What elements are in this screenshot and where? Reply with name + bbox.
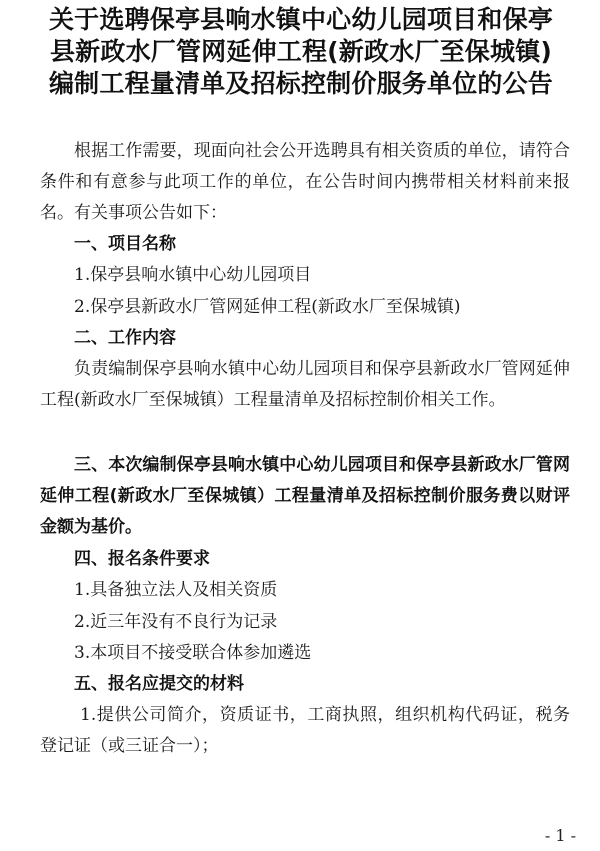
title-line: 编制工程量清单及招标控制价服务单位的公告 [48,69,553,98]
requirement-item: 2.近三年没有不良行为记录 [74,612,278,632]
title-line: 县新政水厂管网延伸工程(新政水厂至保城镇) [49,37,553,66]
project-item: 2.保亭县新政水厂管网延伸工程(新政水厂至保城镇) [74,297,461,317]
document-title [18,4,584,100]
section-heading-materials: 五、报名应提交的材料 [74,674,244,694]
materials-paragraph: 1.提供公司简介，资质证书，工商执照，组织机构代码证，税务登记证（或三证合一）； [40,705,570,756]
section-heading-requirements: 四、报名条件要求 [74,549,210,569]
title-line: 关于选聘保亭县响水镇中心幼儿园项目和保亭 [48,5,553,34]
fee-basis-paragraph: 三、本次编制保亭县响水镇中心幼儿园项目和保亭县新政水厂管网延伸工程(新政水厂至保城镇）工程量清单及招标控制价服务费以财评金额为基价。 [40,455,570,537]
project-item: 1.保亭县响水镇中心幼儿园项目 [74,265,312,285]
intro-paragraph: 根据工作需要，现面向社会公开选聘具有相关资质的单位，请符合条件和有意参与此项工作的单位，在公告时间内携带相关材料前来报名。有关事项公告如下： [40,141,570,223]
work-content-paragraph: 负责编制保亭县响水镇中心幼儿园项目和保亭县新政水厂管网延伸工程(新政水厂至保城镇）工程量清单及招标控制价相关工作。 [40,359,570,410]
requirement-item: 3.本项目不接受联合体参加遴选 [74,643,312,663]
page-number: - 1 - [544,826,576,845]
requirement-item: 1.具备独立法人及相关资质 [74,580,278,600]
section-heading-work-content: 二、工作内容 [74,328,176,348]
section-heading-project-name: 一、项目名称 [74,234,176,254]
